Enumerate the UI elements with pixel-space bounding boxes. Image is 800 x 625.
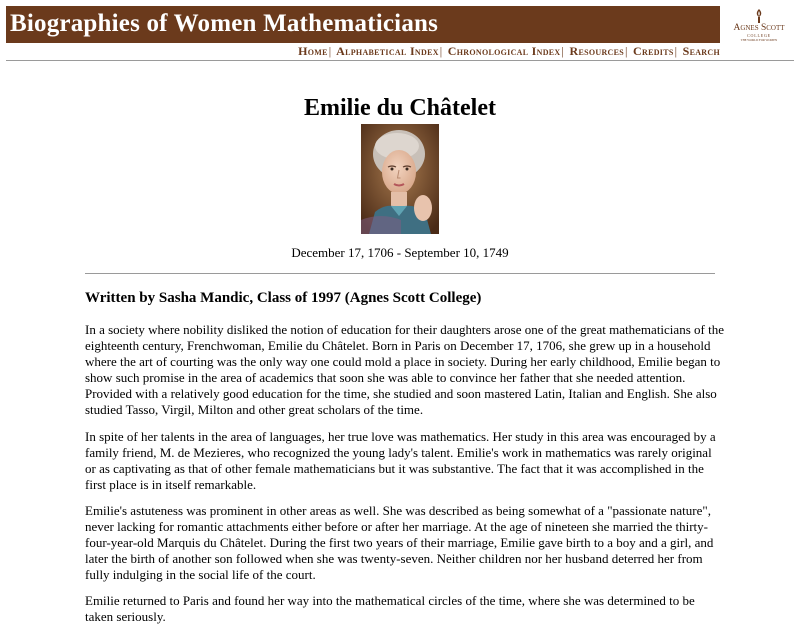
- biography-paragraph: In spite of her talents in the area of languages, her true love was mathematics. Her study in this area was encouraged by a family friend, M. de Mezieres, who recognized the young lady's talent. Emilie's work in mathematics was rarely original or as captivating as that of other female mathematicians but it was substantive. The fact that it was accomplished in the first place is in itself remarkable.: [85, 429, 716, 492]
- nav-alphabetical-index[interactable]: Alphabetical Index: [336, 44, 439, 58]
- author-line: Written by Sasha Mandic, Class of 1997 (Agnes Scott College): [85, 290, 482, 306]
- nav-credits[interactable]: Credits: [633, 44, 674, 58]
- biography-paragraph: In a society where nobility disliked the notion of education for their daughters arose one of the great mathematicians of the eighteenth century, Frenchwoman, Emilie du Châtelet. Born in Paris on December 17, 1706, she grew up in a household where the art of courting was the only way one could mold a place in society. During her early childhood, Emilie began to show such promise in the area of academics that soon she was able to convince her father that she needed attention. Provided with a relatively good education for the time, she studied and soon mastered Latin, Italian and English. She also studied Tasso, Virgil, Milton and other great scholars of the time.: [85, 322, 724, 417]
- main-nav: [298, 44, 720, 59]
- portrait-image[interactable]: [361, 124, 439, 234]
- site-banner: [6, 6, 720, 43]
- nav-chronological-index[interactable]: Chronological Index: [447, 44, 561, 58]
- content-divider: [85, 273, 715, 274]
- biography-paragraph: Emilie's astuteness was prominent in other areas as well. She was described as being somewhat of a "passionate nature", never lacking for romantic attachments either before or after her marriage. At the age of nineteen she married the thirty-four-year-old Marquis du Châtelet. During the first two years of their marriage, Emilie gave birth to a boy and a girl, and later the birth of another son followed when she was twenty-seven. Neither children nor her husband deterred her from fully indulging in the social life of the court.: [85, 503, 714, 582]
- life-dates: December 17, 1706 - September 10, 1749: [291, 245, 509, 260]
- nav-separator: |: [328, 44, 332, 58]
- site-title[interactable]: Biographies of Women Mathematicians: [10, 10, 439, 37]
- nav-separator: |: [625, 44, 628, 58]
- torch-icon: [750, 8, 768, 24]
- logo-tagline: THE WORLD FOR WOMEN: [740, 38, 778, 42]
- college-logo[interactable]: [724, 8, 794, 48]
- biography-paragraph: Emilie returned to Paris and found her way into the mathematical circles of the time, where she was determined to be taken seriously.: [85, 593, 695, 624]
- nav-separator: |: [674, 44, 678, 58]
- nav-separator: |: [561, 44, 565, 58]
- nav-search[interactable]: Search: [682, 44, 720, 58]
- logo-sub: COLLEGE: [747, 33, 771, 38]
- nav-separator: |: [439, 44, 443, 58]
- nav-home[interactable]: Home: [298, 44, 328, 58]
- nav-resources[interactable]: Resources: [569, 44, 625, 58]
- header-divider: [6, 60, 794, 61]
- logo-name: Agnes Scott: [733, 23, 785, 33]
- page-title: Emilie du Châtelet: [304, 95, 496, 122]
